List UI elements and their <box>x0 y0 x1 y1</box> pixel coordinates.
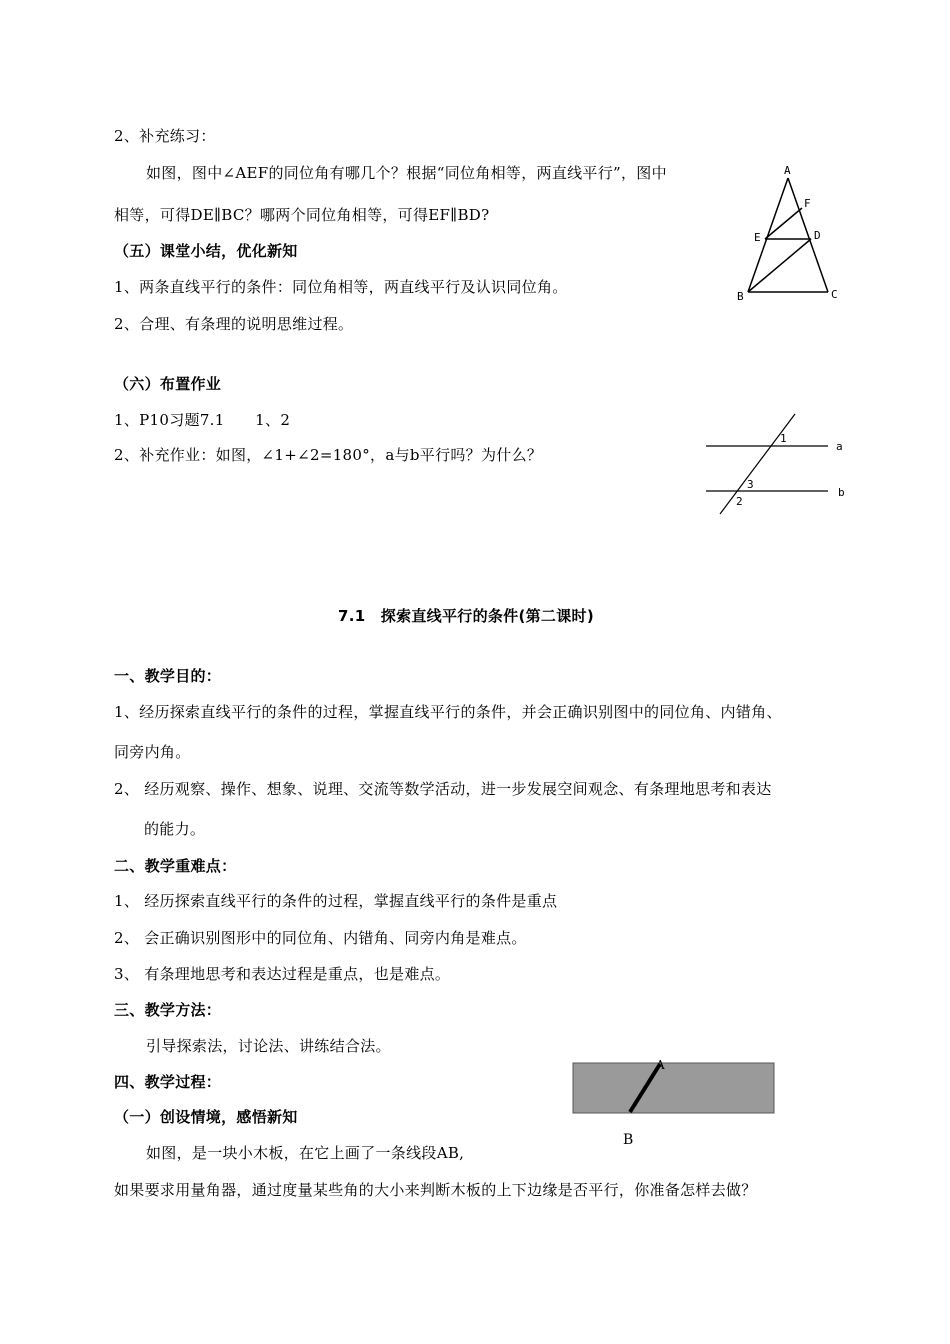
wooden-board-figure <box>568 1052 788 1152</box>
process-paragraph-1: 如图，是一块小木板，在它上画了一条线段AB, <box>146 1144 465 1162</box>
process-heading: 四、教学过程： <box>114 1073 222 1091</box>
key-heading: 二、教学重难点： <box>114 857 237 875</box>
triangle-figure <box>730 160 850 310</box>
label-B: B <box>623 1132 634 1148</box>
supp-question-line1: 如图，图中∠AEF的同位角有哪几个？根据“同位角相等，两直线平行”，图中 <box>146 164 667 182</box>
goal-1-line2: 同旁内角。 <box>114 743 191 761</box>
label-angle-1: 1 <box>780 432 787 445</box>
label-A: A <box>656 1058 665 1072</box>
label-A: A <box>784 164 791 177</box>
summary-item-2: 2、合理、有条理的说明思维过程。 <box>114 315 354 333</box>
method-heading: 三、教学方法： <box>114 1001 222 1019</box>
label-D: D <box>814 229 821 242</box>
label-line-a: a <box>836 440 843 453</box>
lesson-title: 7.1 探索直线平行的条件(第二课时) <box>338 607 594 625</box>
homework-item-2: 2、补充作业：如图，∠1+∠2=180°，a与b平行吗？为什么？ <box>114 446 543 464</box>
process-subheading: （一）创设情境，感悟新知 <box>114 1108 298 1126</box>
key-point-3: 3、 有条理地思考和表达过程是重点，也是难点。 <box>114 965 451 983</box>
homework-item-1: 1、P10习题7.1 1、2 <box>114 411 291 429</box>
supp-question-line2: 相等，可得DE∥BC？哪两个同位角相等，可得EF∥BD? <box>114 206 490 224</box>
label-B: B <box>737 290 744 303</box>
homework-heading: （六）布置作业 <box>114 375 222 393</box>
label-E: E <box>754 231 761 244</box>
key-point-1: 1、 经历探索直线平行的条件的过程，掌握直线平行的条件是重点 <box>114 892 558 910</box>
goal-2-line2: 的能力。 <box>144 820 206 838</box>
label-angle-3: 3 <box>747 478 754 491</box>
process-paragraph-2: 如果要求用量角器，通过度量某些角的大小来判断木板的上下边缘是否平行，你准备怎样去做？ <box>114 1181 757 1199</box>
summary-item-1: 1、两条直线平行的条件：同位角相等，两直线平行及认识同位角。 <box>114 278 568 296</box>
label-C: C <box>831 288 838 301</box>
key-point-2: 2、 会正确识别图形中的同位角、内错角、同旁内角是难点。 <box>114 929 527 947</box>
goal-1-line1: 1、经历探索直线平行的条件的过程，掌握直线平行的条件，并会正确识别图中的同位角、内错角、 <box>114 703 782 721</box>
summary-heading: （五）课堂小结，优化新知 <box>114 242 298 260</box>
goal-heading: 一、教学目的： <box>114 667 222 685</box>
label-angle-2: 2 <box>736 495 743 508</box>
board <box>573 1063 774 1113</box>
label-line-b: b <box>838 486 845 499</box>
method-text: 引导探索法，讨论法、讲练结合法。 <box>146 1037 391 1055</box>
supp-heading: 2、补充练习： <box>114 127 216 145</box>
parallel-lines-figure <box>700 408 860 518</box>
label-F: F <box>804 197 811 210</box>
goal-2-line1: 2、 经历观察、操作、想象、说理、交流等数学活动，进一步发展空间观念、有条理地思考和表达 <box>114 780 772 798</box>
